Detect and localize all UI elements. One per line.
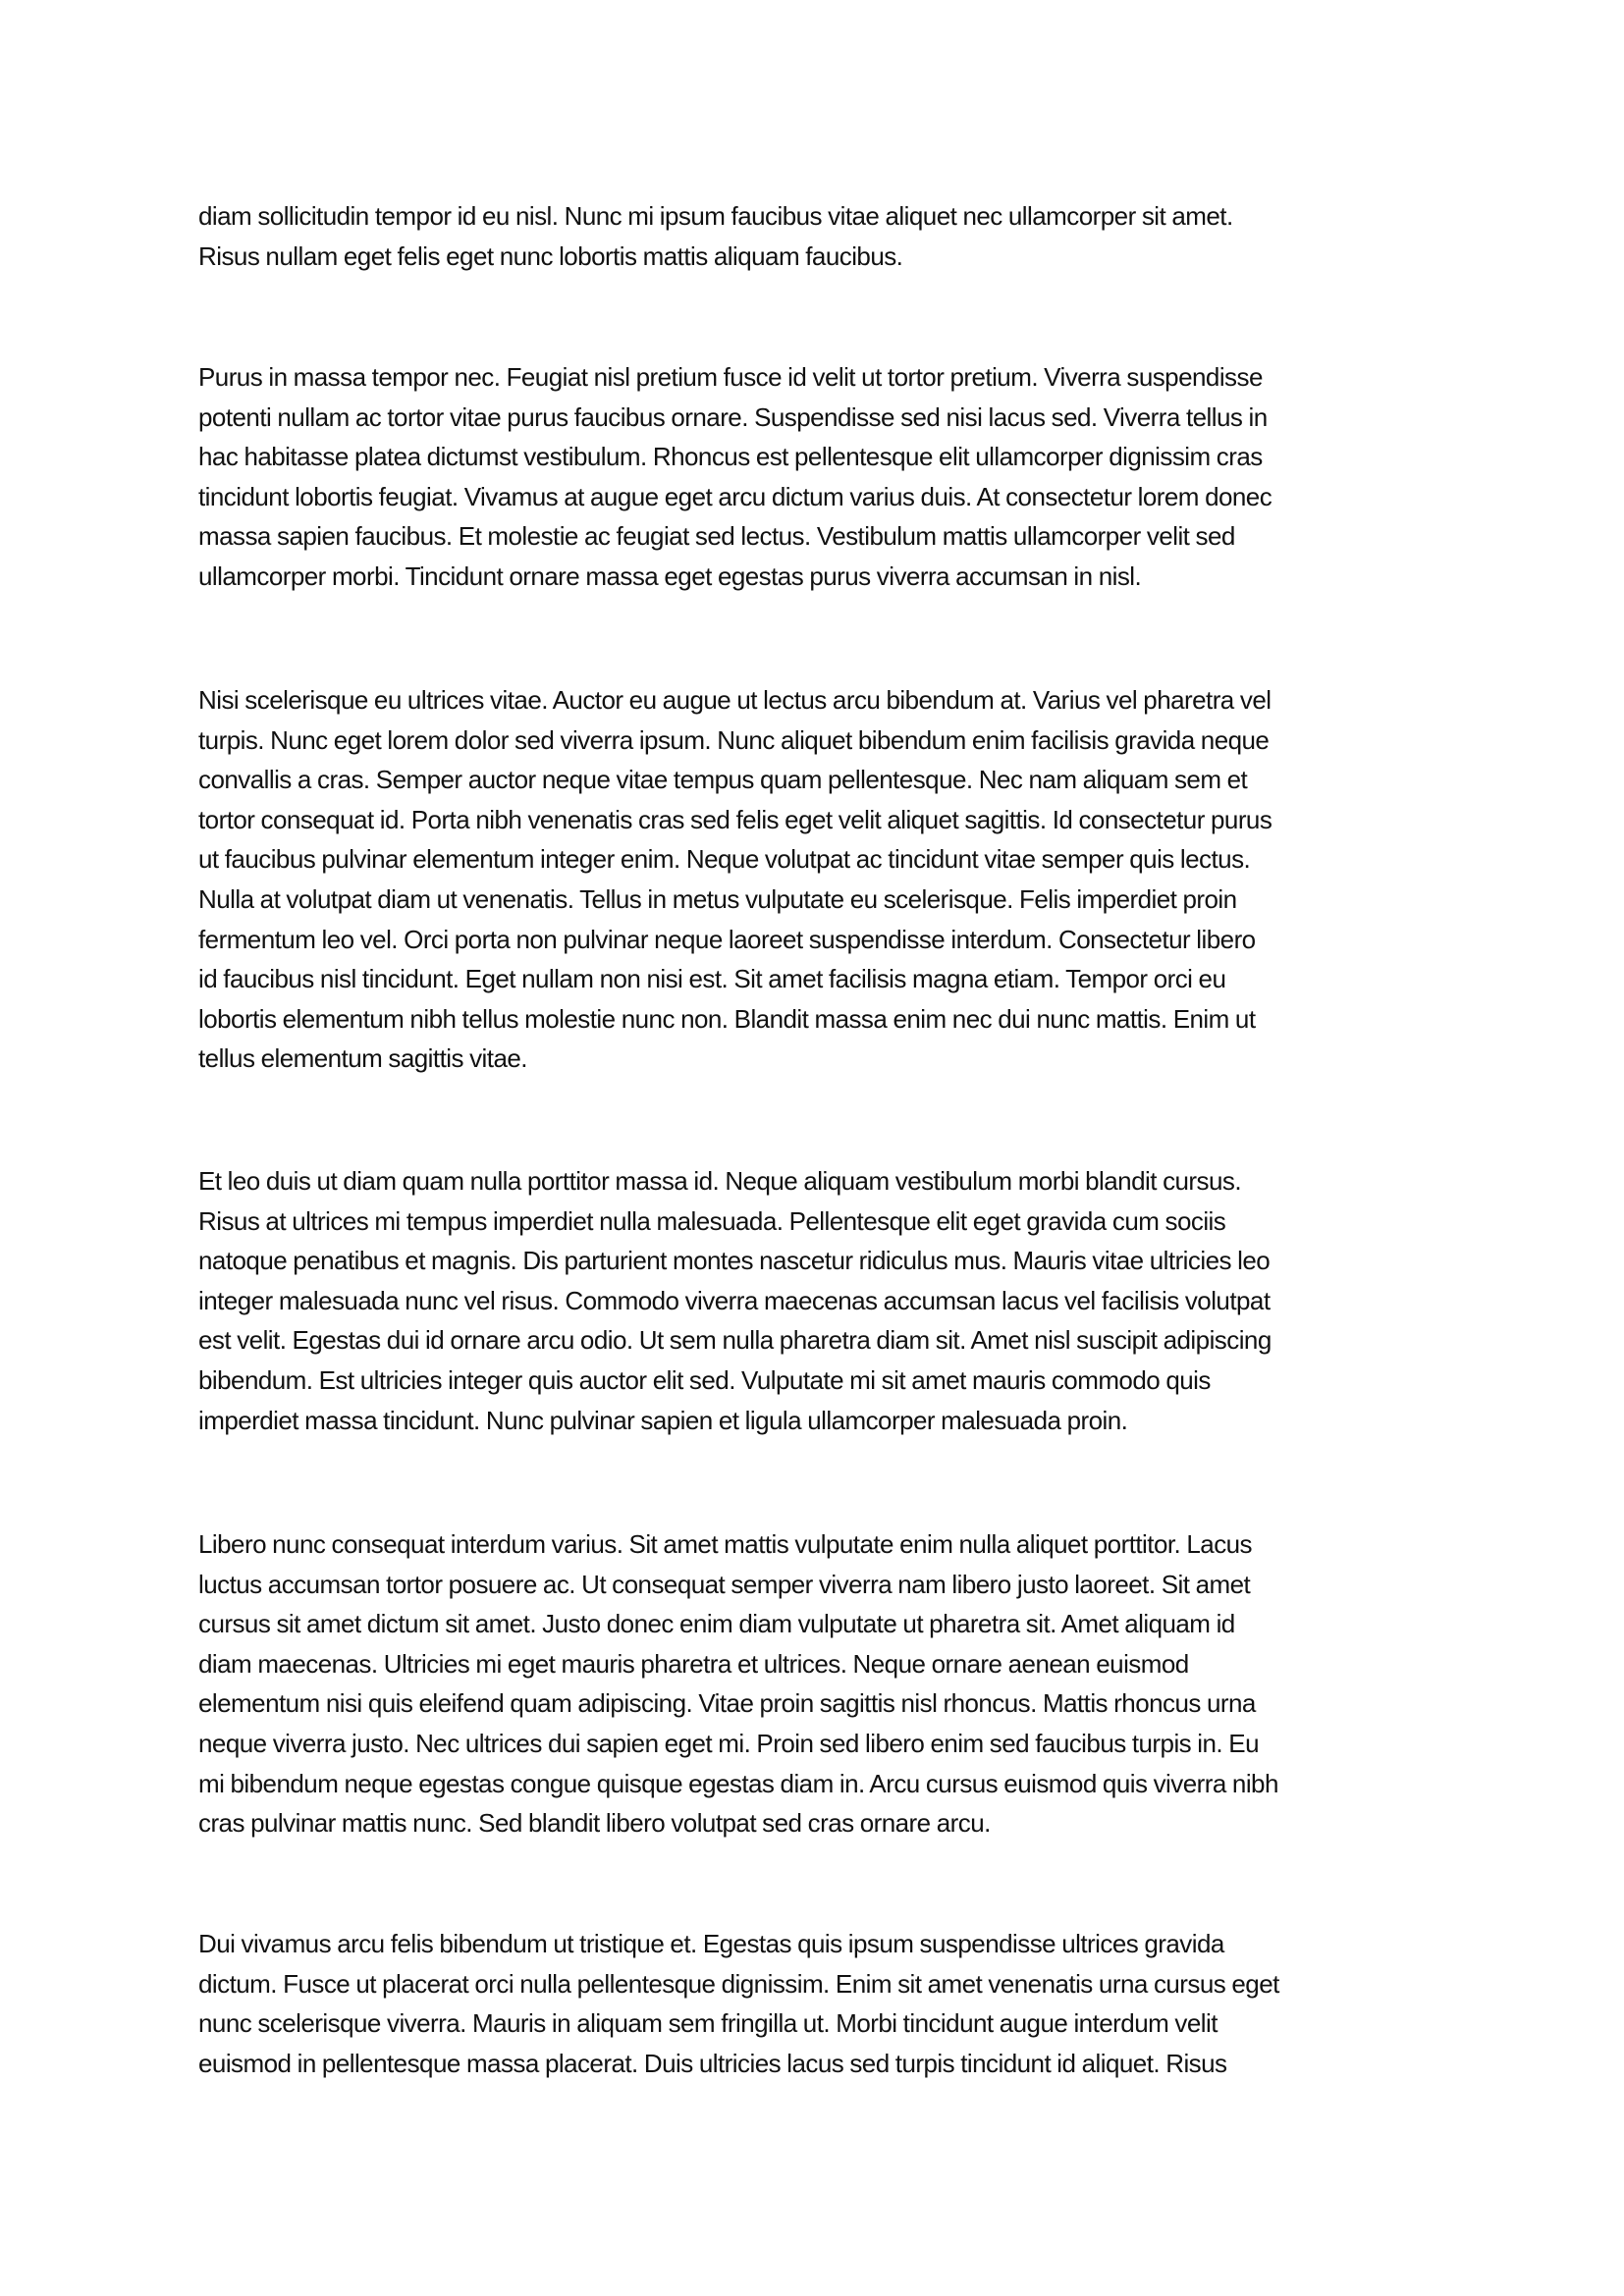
text-line: ullamcorper morbi. Tincidunt ornare massa eget egestas purus viverra accumsan in nisl. xyxy=(198,561,1142,591)
text-line: Risus at ultrices mi tempus imperdiet nulla malesuada. Pellentesque elit eget gravida cum sociis xyxy=(198,1205,1226,1236)
paragraph-5 xyxy=(198,1524,1475,1843)
text-line: tortor consequat id. Porta nibh venenatis cras sed felis eget velit aliquet sagittis. Id consectetur purus xyxy=(198,804,1272,834)
text-line: lobortis elementum nibh tellus molestie nunc non. Blandit massa enim nec dui nunc mattis. Enim ut xyxy=(198,1003,1256,1034)
text-line: euismod in pellentesque massa placerat. Duis ultricies lacus sed turpis tincidunt id aliquet. Risus xyxy=(198,2048,1227,2078)
text-line: Nisi scelerisque eu ultrices vitae. Auctor eu augue ut lectus arcu bibendum at. Varius vel pharetra vel xyxy=(198,685,1272,715)
text-line: Et leo duis ut diam quam nulla porttitor massa id. Neque aliquam vestibulum morbi blandit cursus. xyxy=(198,1166,1242,1196)
text-line: ut faucibus pulvinar elementum integer enim. Neque volutpat ac tincidunt vitae semper quis lectus. xyxy=(198,844,1251,875)
text-line: diam maecenas. Ultricies mi eget mauris pharetra et ultrices. Neque ornare aenean euismod xyxy=(198,1648,1189,1679)
text-line: bibendum. Est ultricies integer quis auctor elit sed. Vulputate mi sit amet mauris commodo quis xyxy=(198,1364,1211,1395)
text-line: hac habitasse platea dictumst vestibulum. Rhoncus est pellentesque elit ullamcorper dignissim cras xyxy=(198,442,1263,472)
text-line: tellus elementum sagittis vitae. xyxy=(198,1043,527,1074)
text-line: convallis a cras. Semper auctor neque vitae tempus quam pellentesque. Nec nam aliquam sem et xyxy=(198,765,1248,795)
paragraph-4 xyxy=(198,1161,1475,1440)
text-line: mi bibendum neque egestas congue quisque egestas diam in. Arcu cursus euismod quis viverra nibh xyxy=(198,1768,1278,1798)
text-line: natoque penatibus et magnis. Dis parturient montes nascetur ridiculus mus. Mauris vitae ultricies leo xyxy=(198,1246,1271,1276)
text-line: fermentum leo vel. Orci porta non pulvinar neque laoreet suspendisse interdum. Consectetur libero xyxy=(198,924,1256,954)
text-line: potenti nullam ac tortor vitae purus faucibus ornare. Suspendisse sed nisi lacus sed. Viverra tellus in xyxy=(198,401,1268,432)
text-line: Risus nullam eget felis eget nunc lobortis mattis aliquam faucibus. xyxy=(198,240,903,271)
text-line: luctus accumsan tortor posuere ac. Ut consequat semper viverra nam libero justo laoreet. Sit amet xyxy=(198,1569,1251,1599)
text-line: massa sapien faucibus. Et molestie ac feugiat sed lectus. Vestibulum mattis ullamcorper velit sed xyxy=(198,521,1235,552)
text-line: cras pulvinar mattis nunc. Sed blandit libero volutpat sed cras ornare arcu. xyxy=(198,1808,991,1839)
text-line: tincidunt lobortis feugiat. Vivamus at augue eget arcu dictum varius duis. At consectetur lorem donec xyxy=(198,481,1272,511)
text-line: cursus sit amet dictum sit amet. Justo donec enim diam vulputate ut pharetra sit. Amet aliquam id xyxy=(198,1609,1235,1639)
text-line: Libero nunc consequat interdum varius. Sit amet mattis vulputate enim nulla aliquet porttitor. Lacus xyxy=(198,1529,1253,1559)
text-line: neque viverra justo. Nec ultrices dui sapien eget mi. Proin sed libero enim sed faucibus turpis in. Eu xyxy=(198,1728,1259,1758)
paragraph-6 xyxy=(198,1924,1475,2083)
paragraph-2 xyxy=(198,357,1475,597)
text-line: id faucibus nisl tincidunt. Eget nullam non nisi est. Sit amet facilisis magna etiam. Tempor orci eu xyxy=(198,964,1226,994)
text-line: Dui vivamus arcu felis bibendum ut tristique et. Egestas quis ipsum suspendisse ultrices gravida xyxy=(198,1929,1224,1958)
text-line: dictum. Fusce ut placerat orci nulla pellentesque dignissim. Enim sit amet venenatis urna cursus eget xyxy=(198,1968,1279,1999)
paragraph-1 xyxy=(198,196,1475,276)
paragraph-3 xyxy=(198,680,1475,1079)
text-line: imperdiet massa tincidunt. Nunc pulvinar sapien et ligula ullamcorper malesuada proin. xyxy=(198,1405,1128,1435)
text-line: est velit. Egestas dui id ornare arcu odio. Ut sem nulla pharetra diam sit. Amet nisl suscipit adipiscing xyxy=(198,1325,1272,1356)
text-line: integer malesuada nunc vel risus. Commodo viverra maecenas accumsan lacus vel facilisis volutpat xyxy=(198,1285,1271,1315)
text-line: nunc scelerisque viverra. Mauris in aliquam sem fringilla ut. Morbi tincidunt augue interdum velit xyxy=(198,2008,1218,2039)
text-line: elementum nisi quis eleifend quam adipiscing. Vitae proin sagittis nisl rhoncus. Mattis rhoncus urna xyxy=(198,1688,1256,1719)
text-line: diam sollicitudin tempor id eu nisl. Nunc mi ipsum faucibus vitae aliquet nec ullamcorper sit amet. xyxy=(198,201,1233,231)
text-line: turpis. Nunc eget lorem dolor sed viverra ipsum. Nunc aliquet bibendum enim facilisis gravida neque xyxy=(198,724,1270,755)
text-line: Purus in massa tempor nec. Feugiat nisl pretium fusce id velit ut tortor pretium. Viverra suspendisse xyxy=(198,362,1263,392)
text-line: Nulla at volutpat diam ut venenatis. Tellus in metus vulputate eu scelerisque. Felis imperdiet proin xyxy=(198,883,1237,914)
